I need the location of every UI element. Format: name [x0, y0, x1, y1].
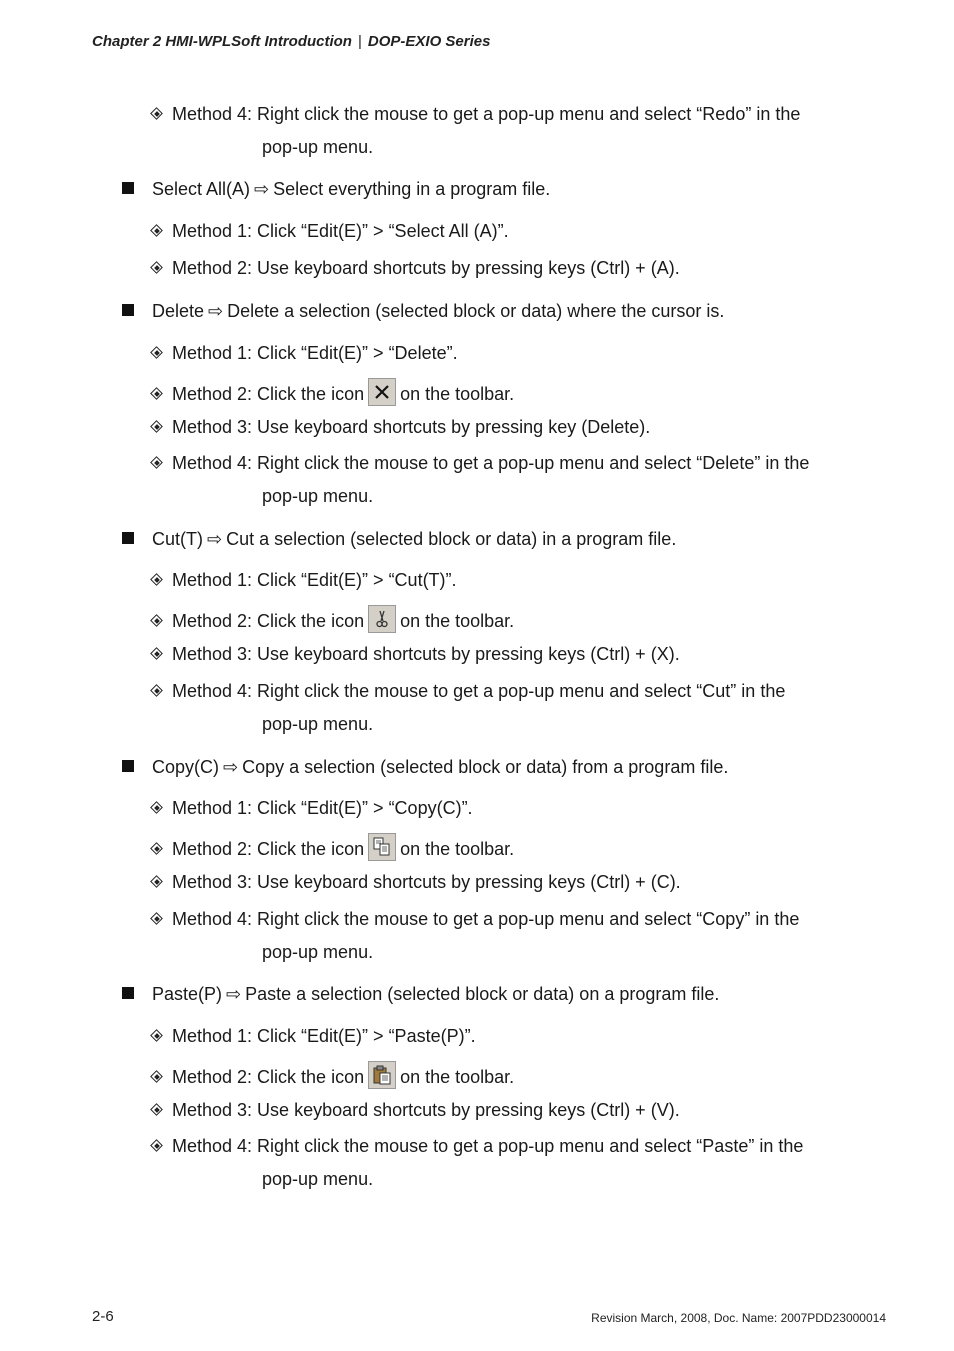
diamond-bullet-icon — [150, 1070, 164, 1084]
cut-method-2: Method 2: Click the icon on the toolbar. — [150, 605, 514, 633]
copy-method-1: Method 1: Click “Edit(E)” > “Copy(C)”. — [150, 796, 473, 820]
diamond-bullet-icon — [150, 614, 164, 628]
revision-info: Revision March, 2008, Doc. Name: 2007PDD23000014 — [591, 1311, 886, 1325]
diamond-bullet-icon — [150, 420, 164, 434]
paste-method-3: Method 3: Use keyboard shortcuts by pressing keys (Ctrl) + (V). — [150, 1098, 680, 1122]
copy-method-4: Method 4: Right click the mouse to get a pop-up menu and select “Copy” in the — [150, 907, 799, 931]
copy-icon — [368, 833, 396, 861]
copy-method-3: Method 3: Use keyboard shortcuts by pressing keys (Ctrl) + (C). — [150, 870, 681, 894]
header-separator: | — [357, 33, 362, 50]
paste-method-1: Method 1: Click “Edit(E)” > “Paste(P)”. — [150, 1024, 476, 1048]
select-all-method-1: Method 1: Click “Edit(E)” > “Select All (A)”. — [150, 219, 509, 243]
paste-method-2: Method 2: Click the icon on the toolbar. — [150, 1061, 514, 1089]
diamond-bullet-icon — [150, 801, 164, 815]
section-cut: Cut(T) ⇨ Cut a selection (selected block or data) in a program file. — [122, 527, 676, 551]
chapter-title: Chapter 2 HMI-WPLSoft Introduction — [92, 33, 352, 50]
cut-method-3: Method 3: Use keyboard shortcuts by pressing keys (Ctrl) + (X). — [150, 642, 680, 666]
diamond-bullet-icon — [150, 875, 164, 889]
section-delete: Delete ⇨ Delete a selection (selected block or data) where the cursor is. — [122, 299, 724, 323]
square-bullet-icon — [122, 987, 134, 999]
paste-method-4-cont: pop-up menu. — [262, 1169, 374, 1189]
diamond-bullet-icon — [150, 1029, 164, 1043]
square-bullet-icon — [122, 182, 134, 194]
series-title: DOP-EXIO Series — [367, 33, 491, 50]
copy-method-2: Method 2: Click the icon on the toolbar. — [150, 833, 514, 861]
diamond-bullet-icon — [150, 224, 164, 238]
square-bullet-icon — [122, 304, 134, 316]
delete-method-4: Method 4: Right click the mouse to get a pop-up menu and select “Delete” in the — [150, 451, 809, 475]
delete-method-2: Method 2: Click the icon on the toolbar. — [150, 378, 514, 406]
redo-method-4: Method 4: Right click the mouse to get a pop-up menu and select “Redo” in the — [150, 102, 800, 126]
cut-method-4-cont: pop-up menu. — [262, 714, 374, 734]
square-bullet-icon — [122, 532, 134, 544]
diamond-bullet-icon — [150, 1103, 164, 1117]
arrow-right-icon: ⇨ — [226, 984, 242, 1004]
diamond-bullet-icon — [150, 684, 164, 698]
diamond-bullet-icon — [150, 387, 164, 401]
paste-icon — [368, 1061, 396, 1089]
arrow-right-icon: ⇨ — [223, 757, 239, 777]
delete-method-4-cont: pop-up menu. — [262, 486, 374, 506]
delete-x-icon — [368, 378, 396, 406]
cut-method-4: Method 4: Right click the mouse to get a pop-up menu and select “Cut” in the — [150, 679, 785, 703]
delete-method-1: Method 1: Click “Edit(E)” > “Delete”. — [150, 341, 458, 365]
scissors-icon — [368, 605, 396, 633]
diamond-bullet-icon — [150, 573, 164, 587]
diamond-bullet-icon — [150, 647, 164, 661]
select-all-method-2: Method 2: Use keyboard shortcuts by pressing keys (Ctrl) + (A). — [150, 256, 680, 280]
arrow-right-icon: ⇨ — [254, 179, 270, 199]
section-paste: Paste(P) ⇨ Paste a selection (selected block or data) on a program file. — [122, 982, 719, 1006]
section-select-all: Select All(A) ⇨ Select everything in a program file. — [122, 177, 550, 201]
cut-method-1: Method 1: Click “Edit(E)” > “Cut(T)”. — [150, 568, 457, 592]
page-header — [92, 33, 490, 50]
arrow-right-icon: ⇨ — [208, 301, 224, 321]
square-bullet-icon — [122, 760, 134, 772]
arrow-right-icon: ⇨ — [207, 529, 223, 549]
diamond-bullet-icon — [150, 261, 164, 275]
delete-method-3: Method 3: Use keyboard shortcuts by pressing key (Delete). — [150, 415, 650, 439]
diamond-bullet-icon — [150, 107, 164, 121]
diamond-bullet-icon — [150, 912, 164, 926]
section-copy: Copy(C) ⇨ Copy a selection (selected block or data) from a program file. — [122, 755, 728, 779]
diamond-bullet-icon — [150, 456, 164, 470]
paste-method-4: Method 4: Right click the mouse to get a pop-up menu and select “Paste” in the — [150, 1134, 803, 1158]
diamond-bullet-icon — [150, 842, 164, 856]
page-number: 2-6 — [92, 1308, 114, 1325]
diamond-bullet-icon — [150, 346, 164, 360]
copy-method-4-cont: pop-up menu. — [262, 942, 374, 962]
redo-method-4-cont: pop-up menu. — [262, 137, 374, 157]
diamond-bullet-icon — [150, 1139, 164, 1153]
